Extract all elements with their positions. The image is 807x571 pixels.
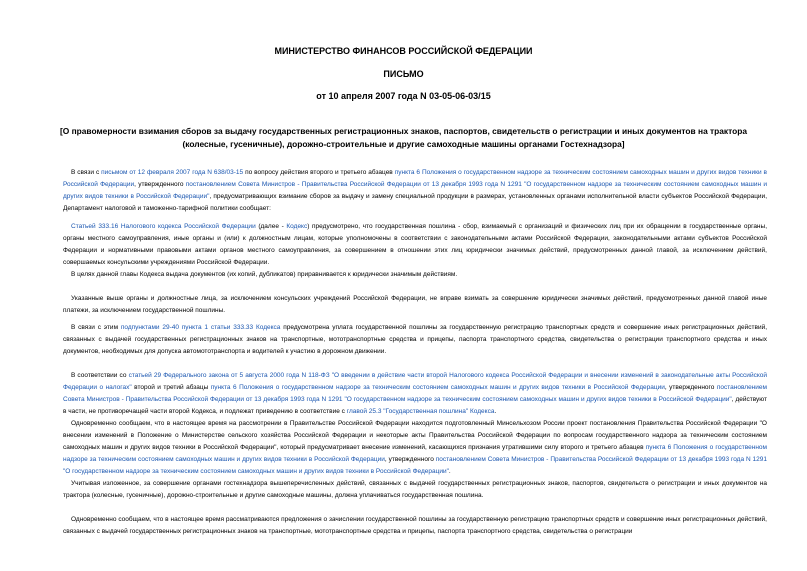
paragraph-text: , утвержденного bbox=[664, 384, 717, 391]
document-link[interactable]: письмом от 12 февраля 2007 года N 638/03-15 bbox=[101, 169, 244, 176]
paragraph-text: В целях данной главы Кодекса выдача документов (их копий, дубликатов) приравнивается к юридически значимым действиям. bbox=[71, 271, 458, 278]
paragraph-text: Учитывая изложенное, за совершение органами гостехнадзора вышеперечисленных действий, связанных с выдачей государственных регистрационных знаков, паспортов, свидетельств о регистрации и иных документов на трактора (колесные, гусеничные), дорожно-строительные и другие самоходные машины, должна уплачиваться государственная пошлина. bbox=[63, 480, 767, 499]
document-link[interactable]: статьей 29 Федерального закона от 5 августа 2000 года N 118-ФЗ "О введении в действие части второй Налогового кодекса Российской Федерации и внесении изменений в законодательные акты Российской Федерации о налогах" bbox=[63, 372, 767, 391]
paragraph bbox=[63, 514, 767, 538]
paragraph-text: , утвержденного bbox=[134, 181, 186, 188]
paragraph-text: В связи с bbox=[71, 169, 102, 176]
paragraph-text: по вопросу действия второго и третьего абзацев bbox=[243, 169, 395, 176]
document-link[interactable]: постановлением Совета Министров - Правительства Российской Федерации от 13 декабря 1993 года N 1291 "О государственном надзоре за техническим состоянием самоходных машин и других видов техники в Российской Федерации" bbox=[63, 384, 767, 403]
document-link[interactable]: главой 25.3 "Государственная пошлина" Кодекса bbox=[346, 408, 495, 415]
paragraph bbox=[63, 478, 767, 502]
paragraph-text: , предусматривающих взимание сборов за выдачу и замену специальной продукции в размерах, установленных органами исполнительной власти субъектов Российской Федерации, Департамент налоговой и таможенно-тарифной политики сообщает: bbox=[63, 193, 767, 212]
paragraph-text: второй и третий абзацы bbox=[131, 384, 211, 391]
paragraph-text: Одновременно сообщаем, что в настоящее время рассматриваются предложения о зачислении государственной пошлины за государственную регистрацию транспортных средств и совершение иных регистрационных действий, связанных с выдачей государственных регистрационных знаков на транспортные, мототранспортные средства и прицепы, паспорта транспортного средства, свидетельства о регистрации bbox=[63, 516, 767, 535]
document-type: ПИСЬМО bbox=[383, 69, 424, 79]
paragraph-text: В соответствии со bbox=[71, 372, 129, 379]
paragraph-text: . bbox=[494, 408, 497, 415]
document-link[interactable]: подпунктами 29-40 пункта 1 статьи 333.33 Кодекса bbox=[120, 324, 281, 331]
document-date-number: от 10 апреля 2007 года N 03-05-06-03/15 bbox=[316, 91, 491, 101]
paragraph-text: предусмотрена уплата государственной пошлины за государственную регистрацию транспортных средств и совершение иных регистрационных действий, связанных с выдачей государственных регистрационных знаков на транспортные, мототранспортные средства и прицепы, паспорта транспортного средства, свидетельства о регистрации транспортного средства и иных документов, необходимых для допуска автомототранспорта и водителей к участию в дорожном движении. bbox=[63, 324, 768, 355]
paragraph-text: ) предусмотрено, что государственная пошлина - сбор, взимаемый с организаций и физических лиц при их обращении в государственные органы, органы местного самоуправления, иные органы и (или) к должностным лицам, которые уполномочены в соответствии с законодательными актами Российской Федерации, законодательными актами субъектов Российской Федерации и нормативными правовыми актами органов местного самоуправления, за совершением в отношении этих лиц юридически значимых действий, предусмотренных данной главой, за исключением действий, совершаемых консульскими учреждениями Российской Федерации. bbox=[63, 223, 767, 266]
paragraph-text: В связи с этим bbox=[71, 324, 121, 331]
document-link[interactable]: Кодекс bbox=[286, 223, 308, 230]
document-link[interactable]: Статьей 333.16 Налогового кодекса Российской Федерации bbox=[71, 223, 256, 230]
paragraph-text: Указанные выше органы и должностные лица, за исключением консульских учреждений Российской Федерации, не вправе взимать за совершение юридически значимых действий, предусмотренных данной главой иные платежи, за исключением государственной пошлины. bbox=[63, 295, 767, 314]
ministry-title: МИНИСТЕРСТВО ФИНАНСОВ РОССИЙСКОЙ ФЕДЕРАЦИИ bbox=[274, 46, 533, 56]
paragraph bbox=[63, 418, 767, 478]
paragraph bbox=[63, 322, 767, 358]
document-link[interactable]: постановлением Совета Министров - Правительства Российской Федерации от 13 декабря 1993 года N 1291 "О государственном надзоре за техническим состоянием самоходных машин и других видов техники в Российской Федерации" bbox=[63, 456, 768, 475]
paragraph-text: , действуют в части, не противоречащей части второй Кодекса, и подлежат приведению в соответствие с bbox=[63, 396, 767, 415]
paragraph bbox=[63, 221, 767, 269]
paragraph-text: Одновременно сообщаем, что в настоящее время на рассмотрении в Правительстве Российской Федерации находится подготовленный Минсельхозом России проект постановления Правительства Российской Федерации "О внесении изменений в Положение о Министерстве сельского хозяйства Российской Федерации и некоторые акты Правительства Российской Федерации по вопросам государственного надзора за техническим состоянием самоходных машин и других видов техники в Российской Федерации", который предусматривает внесение изменений, касающихся признания утратившими силу второго и третьего абзацев bbox=[63, 420, 767, 451]
document-link[interactable]: пункта 6 Положения о государственном надзоре за техническим состоянием самоходных машин и других видов техники в Российской Федерации bbox=[210, 384, 665, 391]
document-subject: [О правомерности взимания сборов за выдачу государственных регистрационных знаков, паспортов, свидетельств о регистрации и иных документов на трактора (колесные, гусеничные), дорожно-строительные и другие самоходные машины органами Гостехнадзора] bbox=[59, 126, 748, 149]
paragraph-text: , утвержденного bbox=[384, 456, 436, 463]
paragraph-text: . bbox=[448, 468, 451, 475]
paragraph bbox=[63, 269, 767, 281]
paragraph bbox=[63, 370, 767, 418]
paragraph bbox=[63, 293, 767, 317]
document-link[interactable]: пункта 6 Положения о государственном надзоре за техническим состоянием самоходных машин и других видов техники в Российской Федерации bbox=[63, 169, 767, 188]
paragraph bbox=[63, 167, 767, 215]
document-link[interactable]: постановлением Совета Министров - Правительства Российской Федерации от 13 декабря 1993 года N 1291 "О государственном надзоре за техническим состоянием самоходных машин и других видов техники в Российской Федерации" bbox=[63, 181, 767, 200]
paragraph-text: (далее - bbox=[255, 223, 287, 230]
document-link[interactable]: пункта 6 Положения о государственном надзоре за техническим состоянием самоходных машин и других видов техники в Российской Федерации bbox=[63, 444, 768, 463]
